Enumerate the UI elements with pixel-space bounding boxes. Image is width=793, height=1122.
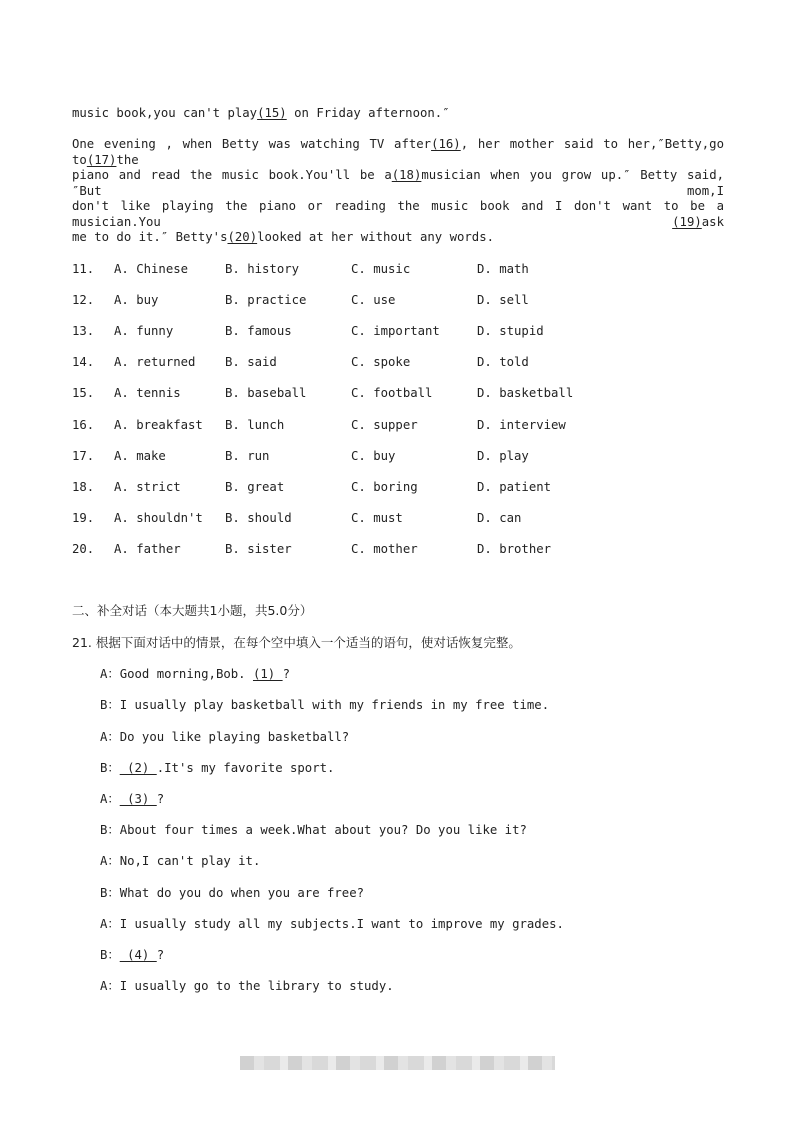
option-c: C. mother — [351, 542, 418, 556]
speaker-label: A： — [100, 917, 120, 931]
question-21-instruction: 21. 根据下面对话中的情景，在每个空中填入一个适当的语句，使对话恢复完整。 — [72, 635, 521, 650]
speaker-label: B： — [100, 761, 120, 775]
option-c: C. must — [351, 511, 403, 525]
speaker-label: A： — [100, 854, 120, 868]
option-c: C. football — [351, 386, 433, 400]
blank-16: (16) — [431, 137, 461, 151]
option-c: C. boring — [351, 480, 418, 494]
passage-text: , her mother said to her,″Betty,go to — [72, 137, 724, 167]
question-number: 15. — [72, 386, 95, 400]
dialogue-blank-2: (2) — [119, 761, 157, 775]
blurred-footer-watermark — [240, 1056, 555, 1070]
speaker-label: A： — [100, 792, 120, 806]
dialogue-blank-3: (3) — [119, 792, 157, 806]
passage-line-2 — [72, 136, 724, 167]
question-number: 18. — [72, 480, 95, 494]
question-number: 20. — [72, 542, 95, 556]
question-number: 16. — [72, 418, 95, 432]
option-c: C. spoke — [351, 355, 411, 369]
dialogue-line — [100, 666, 290, 682]
speaker-label: B： — [100, 886, 120, 900]
blank-19: (19) — [672, 215, 702, 229]
option-b: B. history — [225, 262, 300, 276]
blank-18: (18) — [391, 168, 422, 182]
option-row-17 — [72, 448, 724, 464]
option-d: D. math — [477, 262, 529, 276]
option-a: A. shouldn't — [114, 511, 203, 525]
option-row-19 — [72, 510, 724, 526]
option-d: D. basketball — [477, 386, 574, 400]
passage-text: music book,you can't play — [72, 106, 258, 120]
passage-line-3 — [72, 167, 724, 198]
dialogue-text: ? — [156, 948, 165, 962]
option-row-11 — [72, 261, 724, 277]
passage-line-5 — [72, 229, 724, 245]
option-c: C. use — [351, 293, 396, 307]
passage-line-1 — [72, 105, 724, 121]
dialogue-text: Good morning,Bob. — [119, 667, 253, 681]
option-row-12 — [72, 292, 724, 308]
speaker-label: A： — [100, 979, 120, 993]
option-d: D. play — [477, 449, 529, 463]
dialogue-line — [100, 729, 349, 745]
speaker-label: B： — [100, 948, 120, 962]
passage-text: don't like playing the piano or reading the music book and I don't want to be a musician.You — [72, 199, 724, 229]
speaker-label: B： — [100, 823, 120, 837]
passage-text: me to do it.″ Betty's — [72, 230, 228, 244]
option-d: D. told — [477, 355, 529, 369]
dialogue-line — [100, 978, 394, 994]
question-number: 17. — [72, 449, 95, 463]
option-c: C. important — [351, 324, 440, 338]
blank-17: (17) — [86, 153, 117, 167]
option-row-14 — [72, 354, 724, 370]
dialogue-line — [100, 822, 527, 838]
passage-text: on Friday afternoon.″ — [286, 106, 450, 120]
option-b: B. said — [225, 355, 277, 369]
option-b: B. baseball — [225, 386, 307, 400]
blank-20: (20) — [227, 230, 258, 244]
option-b: B. run — [225, 449, 270, 463]
dialogue-line — [100, 885, 364, 901]
dialogue-text: .It's my favorite sport. — [156, 761, 335, 775]
option-a: A. returned — [114, 355, 196, 369]
option-d: D. patient — [477, 480, 552, 494]
option-row-15 — [72, 385, 724, 401]
dialogue-text: I usually play basketball with my friends in my free time. — [119, 698, 550, 712]
dialogue-line — [100, 916, 564, 932]
speaker-label: B： — [100, 698, 120, 712]
passage-text: looked at her without any words. — [257, 230, 495, 244]
option-b: B. practice — [225, 293, 307, 307]
dialogue-text: ? — [156, 792, 165, 806]
dialogue-text: About four times a week.What about you? Do you like it? — [119, 823, 527, 837]
section-heading: 二、补全对话（本大题共1小题，共5.0分） — [72, 603, 313, 618]
option-d: D. brother — [477, 542, 552, 556]
option-row-16 — [72, 417, 724, 433]
dialogue-blank-4: (4) — [119, 948, 157, 962]
dialogue-line — [100, 947, 164, 963]
option-row-18 — [72, 479, 724, 495]
option-a: A. make — [114, 449, 166, 463]
option-d: D. interview — [477, 418, 566, 432]
option-b: B. sister — [225, 542, 292, 556]
dialogue-line — [100, 791, 164, 807]
option-b: B. great — [225, 480, 285, 494]
passage-text: ask — [701, 215, 724, 229]
option-d: D. sell — [477, 293, 529, 307]
option-row-20 — [72, 541, 724, 557]
dialogue-text: ? — [282, 667, 290, 681]
blank-15: (15) — [257, 106, 287, 120]
option-d: D. can — [477, 511, 522, 525]
option-b: B. should — [225, 511, 292, 525]
option-a: A. father — [114, 542, 181, 556]
passage-text: the — [116, 153, 139, 167]
option-a: A. breakfast — [114, 418, 203, 432]
dialogue-line — [100, 853, 260, 869]
dialogue-text: Do you like playing basketball? — [119, 730, 350, 744]
passage-text: piano and read the music book.You'll be a — [72, 168, 392, 182]
dialogue-text: What do you do when you are free? — [119, 886, 365, 900]
question-number: 19. — [72, 511, 95, 525]
speaker-label: A： — [100, 730, 120, 744]
dialogue-line — [100, 697, 549, 713]
option-c: C. buy — [351, 449, 396, 463]
option-a: A. tennis — [114, 386, 181, 400]
speaker-label: A： — [100, 667, 120, 681]
question-number: 14. — [72, 355, 95, 369]
option-b: B. famous — [225, 324, 292, 338]
option-c: C. supper — [351, 418, 418, 432]
option-b: B. lunch — [225, 418, 285, 432]
passage-text: musician when you grow up.″ Betty said, ″But mom,I — [72, 168, 724, 198]
option-a: A. strict — [114, 480, 181, 494]
dialogue-text: I usually go to the library to study. — [119, 979, 394, 993]
passage-line-4 — [72, 198, 724, 229]
dialogue-line — [100, 760, 334, 776]
question-number: 11. — [72, 262, 95, 276]
option-c: C. music — [351, 262, 411, 276]
dialogue-text: No,I can't play it. — [119, 854, 261, 868]
question-number: 13. — [72, 324, 95, 338]
option-a: A. buy — [114, 293, 159, 307]
option-a: A. Chinese — [114, 262, 189, 276]
passage-text: One evening , when Betty was watching TV after — [72, 137, 432, 151]
option-a: A. funny — [114, 324, 174, 338]
option-d: D. stupid — [477, 324, 544, 338]
dialogue-blank-1: (1) — [252, 667, 283, 681]
question-number: 12. — [72, 293, 95, 307]
option-row-13 — [72, 323, 724, 339]
dialogue-text: I usually study all my subjects.I want to improve my grades. — [119, 917, 564, 931]
